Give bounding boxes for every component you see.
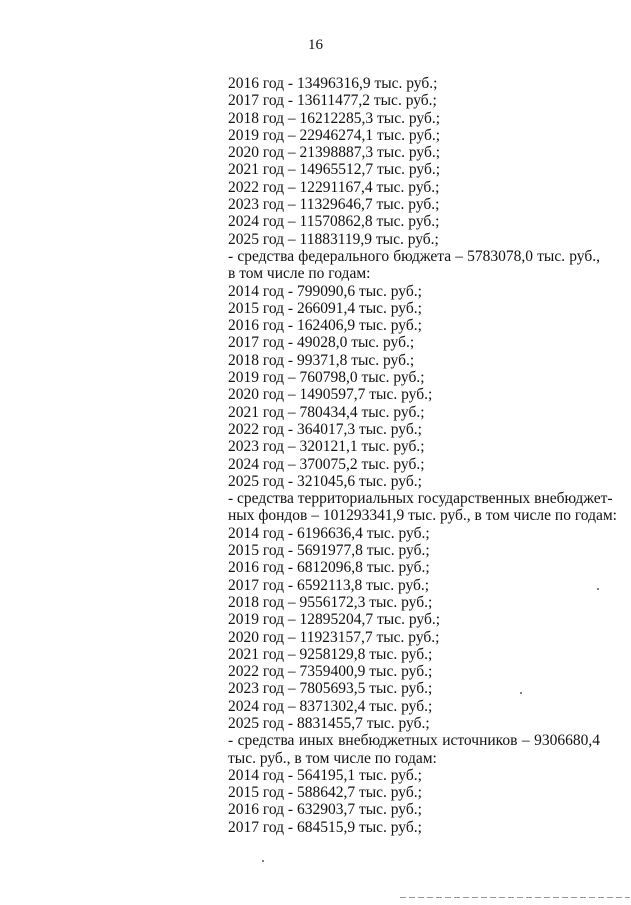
- year-line: 2019 год – 12895204,7 тыс. руб.;: [228, 611, 441, 629]
- year-line: 2018 год – 9556172,3 тыс. руб.;: [228, 593, 433, 611]
- other-sources-heading: - средства иных внебюджетных источников – 9306680,4 тыс. руб., в том числе по годам:: [228, 732, 600, 767]
- year-line: 2019 год – 22946274,1 тыс. руб.;: [228, 126, 441, 144]
- year-line: 2017 год - 13611477,2 тыс. руб.;: [228, 92, 437, 110]
- year-line: 2024 год – 370075,2 тыс. руб.;: [228, 455, 425, 473]
- year-line: 2015 год - 588642,7 тыс. руб.;: [228, 784, 422, 802]
- year-line: 2022 год - 364017,3 тыс. руб.;: [228, 420, 422, 438]
- territorial-funds-section: [228, 490, 617, 732]
- year-line: 2024 год – 8371302,4 тыс. руб.;: [228, 697, 433, 715]
- year-line: 2022 год – 7359400,9 тыс. руб.;: [228, 663, 433, 681]
- territorial-funds-heading-line2: ных фондов – 101293341,9 тыс. руб., в том числе по годам:: [228, 507, 617, 525]
- federal-budget-heading: - средства федерального бюджета – 5783078,0 тыс. руб., в том числе по годам:: [228, 247, 600, 283]
- year-line: 2015 год - 266091,4 тыс. руб.;: [228, 299, 422, 317]
- year-line: 2016 год - 162406,9 тыс. руб.;: [228, 317, 422, 335]
- year-line: 2016 год - 632903,7 тыс. руб.;: [228, 801, 422, 819]
- year-line: 2021 год – 14965512,7 тыс. руб.;: [228, 161, 441, 179]
- year-line: 2023 год – 7805693,5 тыс. руб.;: [228, 680, 433, 698]
- year-line: 2020 год – 11923157,7 тыс. руб.;: [228, 628, 440, 646]
- year-line: 2021 год – 780434,4 тыс. руб.;: [228, 403, 425, 421]
- year-line: 2014 год - 799090,6 тыс. руб.;: [228, 282, 422, 300]
- year-line: 2017 год - 6592113,8 тыс. руб.;: [228, 576, 430, 594]
- scan-speck: [262, 860, 264, 862]
- year-line: 2017 год - 684515,9 тыс. руб.;: [228, 818, 422, 836]
- year-line: 2016 год - 13496316,9 тыс. руб.;: [228, 75, 438, 92]
- year-line: 2023 год – 320121,1 тыс. руб.;: [228, 438, 425, 456]
- year-line: 2025 год – 11883119,9 тыс. руб.;: [228, 230, 439, 248]
- year-line: 2019 год – 760798,0 тыс. руб.;: [228, 369, 425, 387]
- year-line: 2024 год – 11570862,8 тыс. руб.;: [228, 213, 440, 231]
- year-line: 2014 год - 6196636,4 тыс. руб.;: [228, 524, 430, 542]
- federal-budget-section: [228, 248, 600, 490]
- scan-speck: [520, 692, 522, 694]
- other-sources-section: [228, 732, 600, 836]
- year-line: 2021 год – 9258129,8 тыс. руб.;: [228, 645, 433, 663]
- year-line: 2015 год - 5691977,8 тыс. руб.;: [228, 542, 430, 560]
- year-line: 2017 год - 49028,0 тыс. руб.;: [228, 334, 415, 352]
- year-line: 2016 год - 6812096,8 тыс. руб.;: [228, 559, 430, 577]
- page-number: 16: [308, 37, 323, 53]
- year-line: 2025 год - 8831455,7 тыс. руб.;: [228, 714, 430, 732]
- territorial-funds-heading-line1: - средства территориальных государственных внебюджет-: [228, 490, 613, 508]
- year-line: 2020 год – 1490597,7 тыс. руб.;: [228, 386, 433, 404]
- year-line: 2018 год - 99371,8 тыс. руб.;: [228, 351, 415, 369]
- year-line: 2022 год – 12291167,4 тыс. руб.;: [228, 178, 440, 196]
- scan-speck: [597, 588, 599, 590]
- scan-edge-line: [400, 897, 630, 898]
- year-line: 2018 год – 16212285,3 тыс. руб.;: [228, 109, 441, 127]
- year-line: 2020 год – 21398887,3 тыс. руб.;: [228, 144, 441, 162]
- funding-text: [228, 75, 617, 836]
- year-line: 2025 год - 321045,6 тыс. руб.;: [228, 472, 422, 490]
- year-line: 2014 год - 564195,1 тыс. руб.;: [228, 766, 422, 784]
- total-breakdown-list: [228, 75, 600, 248]
- year-line: 2023 год – 11329646,7 тыс. руб.;: [228, 196, 440, 214]
